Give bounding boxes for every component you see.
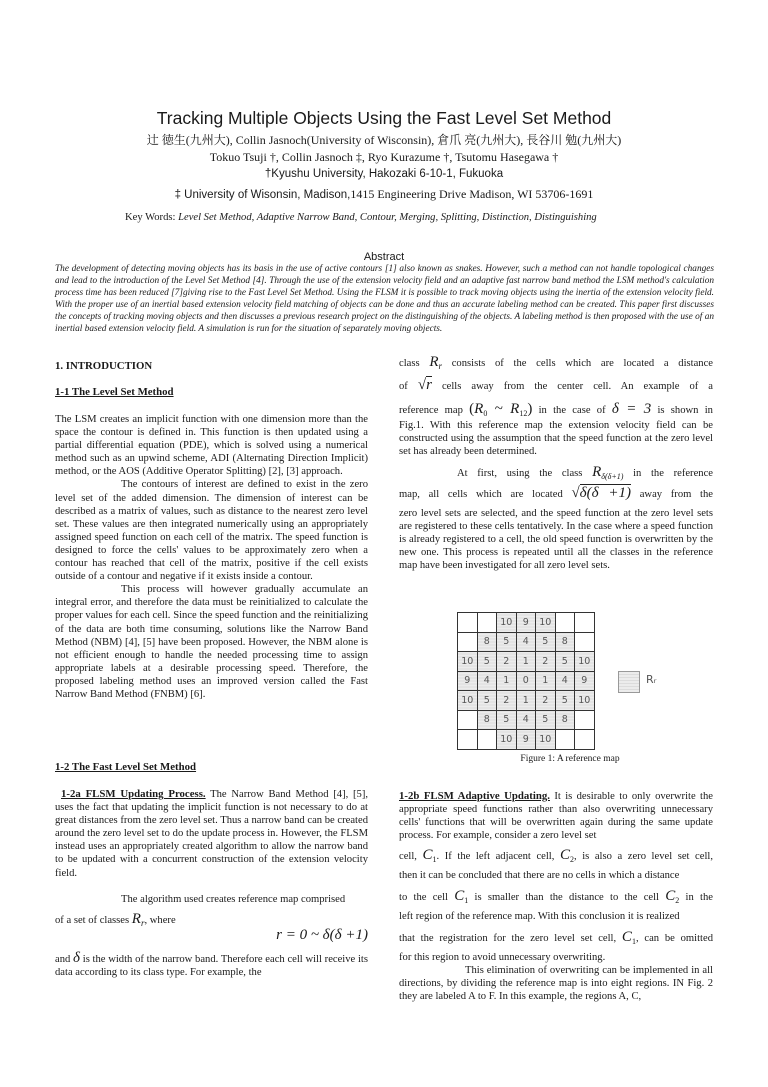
- delta-and: and: [55, 954, 74, 965]
- reference-map-grid: [457, 612, 595, 750]
- grid-cell: 10: [497, 730, 517, 750]
- grid-cell: [458, 613, 478, 633]
- grid-row: [458, 613, 595, 633]
- grid-cell: 10: [536, 730, 556, 750]
- grid-cell: 5: [555, 652, 575, 672]
- grid-cell: [555, 613, 575, 633]
- mapall-text-a: map, all cells which are located: [399, 489, 572, 500]
- grid-cell: 5: [497, 632, 517, 652]
- math-sqrt-r: r: [426, 377, 432, 393]
- paragraph-zero-level: zero level sets are selected, and the speed function at the zero level sets are registered to these cells tentatively. In the case where a speed function is already registered to a cell, the old speed function is overwritten by the new one. This process is repeated until all the classes in the reference map have been investigated for all zero level sets.: [399, 508, 713, 572]
- paragraph-fig1-ref: Fig.1. With this reference map the extension velocity field can be constructed using the assumption that the speed function at the zero level set has already been determined.: [399, 420, 713, 458]
- paragraph-lsm: The LSM creates an implicit function with one dimension more than the space the contour is defined in. This function is then updated using a partial differential equation (PDE), which is solved using a numerical method such as an upwind scheme, ADI (Alternating Direction Implicit) method, or the AOS (Additive Operator Splitting) [2], [3] approach.: [55, 414, 368, 478]
- math-R: R: [131, 911, 141, 927]
- section-introduction-heading: 1. INTRODUCTION: [55, 360, 153, 372]
- grid-cell: [458, 632, 478, 652]
- paren: (: [469, 401, 475, 417]
- text: . If the left adjacent cell,: [436, 851, 560, 862]
- grid-cell: 9: [575, 671, 595, 691]
- grid-cell: 2: [497, 691, 517, 711]
- paragraph-map-all: [399, 481, 713, 507]
- line-registration: [399, 926, 713, 953]
- math-C1: C: [454, 888, 465, 904]
- grid-cell: 4: [555, 671, 575, 691]
- grid-row: [458, 632, 595, 652]
- paragraph-updating-text: The Narrow Band Method [4], [5], uses the fact that updating the implicit function is not necessary to do at great distances from the zero level set. Thus a narrow band can be created around the zero level set to do the update process in. However, the FLSM instead uses an appropriately created algorithm to allow the narrow band to be updated with a concurrent construction of the extension velocity field.: [55, 789, 368, 879]
- text: to the cell: [399, 892, 455, 903]
- affiliation-wisconsin-b: 1415 Engineering Drive Madison, WI 53706-1691: [350, 187, 594, 201]
- keywords-label: Key Words:: [125, 212, 179, 223]
- grid-cell: 8: [555, 632, 575, 652]
- sqrt-sign: √: [571, 485, 580, 501]
- rr-text-a: class: [399, 358, 430, 369]
- sqrt-sign: √: [417, 377, 427, 393]
- grid-row: [458, 730, 595, 750]
- grid-cell: 5: [497, 710, 517, 730]
- paragraph-integral-error: This process will however gradually accumulate an integral error, and therefore the data must be reinitialized to calculate the proper values for each cell. Since the speed function and the reinitializing of the data are both time consuming, solutions like the Narrow Band Method (NBM) [4], [5] have been proposed. However, the NBM alone is not efficient enough to handle the needed processing time to assign appropriate labels at a desirable processing speed. Therefore, the proposed labeling method uses an improved version called the Fast Narrow Band Method (FNBM) [6].: [55, 584, 368, 700]
- math-sub: r: [438, 361, 442, 372]
- grid-cell: [458, 710, 478, 730]
- paren: ): [527, 401, 533, 417]
- abstract-heading: Abstract: [363, 251, 405, 263]
- sqrt-text-b: cells away from the center cell. An example of a: [431, 381, 713, 392]
- math-sub: 1: [631, 937, 636, 947]
- math-sub: δ(δ+1): [601, 472, 624, 482]
- grid-cell: 5: [536, 632, 556, 652]
- grid-cell: [458, 730, 478, 750]
- grid-cell: [575, 613, 595, 633]
- math-delta-eq: δ = 3: [611, 401, 652, 417]
- grid-cell: 1: [536, 671, 556, 691]
- refmap-text-b: in the case of: [532, 405, 612, 416]
- math-sub: r: [140, 918, 145, 929]
- grid-cell: 10: [575, 691, 595, 711]
- subsection-1-2-heading: 1-2 The Fast Level Set Method: [55, 761, 197, 773]
- text: is smaller than the distance to the cell: [468, 892, 666, 903]
- grid-row: [458, 652, 595, 672]
- text: in the: [679, 892, 713, 903]
- math-sub: 1: [464, 896, 469, 906]
- refmap-text-c: is shown in: [657, 405, 713, 416]
- math-C1: C: [422, 847, 433, 863]
- grid-cell: 5: [477, 652, 497, 672]
- keywords-list: Level Set Method, Adaptive Narrow Band, Contour, Merging, Splitting, Distinction, Distinguishing: [178, 212, 597, 223]
- grid-cell: 2: [536, 652, 556, 672]
- grid-cell: 8: [477, 710, 497, 730]
- grid-cell: 10: [458, 691, 478, 711]
- delta-text: is the width of the narrow band. Therefore each cell will receive its data according to its class type. For example, the: [55, 954, 368, 979]
- grid-cell: 5: [536, 710, 556, 730]
- grid-cell: 8: [477, 632, 497, 652]
- math-R12: R: [510, 401, 520, 417]
- math-R: R: [429, 354, 439, 370]
- text: , can be omitted: [635, 933, 713, 944]
- math-sub: 1: [432, 855, 437, 865]
- math-R0: R: [474, 401, 484, 417]
- grid-cell: 0: [516, 671, 536, 691]
- classes-where: , where: [144, 915, 176, 926]
- grid-cell: 1: [497, 671, 517, 691]
- rr-text-b: consists of the cells which are located a distance: [442, 358, 713, 369]
- grid-row: [458, 691, 595, 711]
- math-C1: C: [621, 929, 632, 945]
- math-tilde: ~: [487, 401, 511, 417]
- grid-cell: 8: [555, 710, 575, 730]
- grid-cell: 1: [516, 652, 536, 672]
- grid-cell: 1: [516, 691, 536, 711]
- paragraph-contours: The contours of interest are defined to exist in the zero level set of the added dimension. The dimension of interest can be described as a matrix of values, such as distance to the nearest zero level set. These values are then integrated numerically using an appropriately assigned speed function on each cell of the matrix. The speed function is designed to force the cells' values to be approximately zero when a contour has reached that cell of the matrix, positive if the cell exists outside of a contour and negative if it exists inside a contour.: [55, 479, 368, 583]
- grid-cell: 10: [497, 613, 517, 633]
- legend-swatch: [618, 671, 640, 693]
- equation-r: [55, 929, 368, 943]
- line-distance: [399, 885, 713, 912]
- subsection-1-2a-heading: 1-2a FLSM Updating Process.: [61, 788, 206, 800]
- paragraph-updating-process: [55, 788, 368, 880]
- atfirst-text-a: At first, using the class: [457, 468, 593, 479]
- grid-cell: 5: [477, 691, 497, 711]
- paragraph-delta: [55, 952, 368, 979]
- grid-cell: [575, 632, 595, 652]
- math-sqrt-big: δ(δ +1): [579, 485, 632, 501]
- paper-title: Tracking Multiple Objects Using the Fast Level Set Method: [156, 108, 612, 128]
- authors-japanese: 辻 徳生(九州大), Collin Jasnoch(University of Wisconsin), 倉爪 亮(九州大), 長谷川 勉(九州大): [146, 133, 622, 147]
- math-delta: δ: [73, 950, 81, 966]
- legend-label: Rᵣ: [646, 673, 657, 686]
- atfirst-text-b: in the reference: [623, 468, 713, 479]
- grid-cell: 4: [516, 710, 536, 730]
- grid-cell: [477, 730, 497, 750]
- affiliation-kyushu: †Kyushu University, Hakozaki 6-10-1, Fukuoka: [264, 168, 504, 180]
- grid-cell: 9: [516, 613, 536, 633]
- grid-cell: 2: [497, 652, 517, 672]
- affiliation-wisconsin-a: ‡ University of Wisonsin, Madison,: [174, 189, 351, 201]
- equation-text: r = 0 ~ δ(δ +1): [276, 927, 368, 943]
- authors-english: Tokuo Tsuji †, Collin Jasnoch ‡, Ryo Kurazume †, Tsutomu Hasegawa †: [209, 150, 559, 164]
- grid-cell: 4: [477, 671, 497, 691]
- grid-cell: 5: [555, 691, 575, 711]
- grid-cell: 2: [536, 691, 556, 711]
- paragraph-elimination: This elimination of overwriting can be implemented in all directions, by dividing the reference map is into eight regions. IN Fig. 2 they are labeled A to F. In this example, the regions A, C,: [399, 965, 713, 1003]
- grid-row: [458, 710, 595, 730]
- refmap-text-a: reference map: [399, 405, 470, 416]
- grid-cell: 9: [458, 671, 478, 691]
- affiliation-wisconsin: [0, 187, 768, 202]
- subsection-1-2b-heading: 1-2b FLSM Adaptive Updating.: [399, 790, 550, 802]
- grid-cell: [575, 730, 595, 750]
- grid-cell: 9: [516, 730, 536, 750]
- keywords: [125, 212, 597, 223]
- math-C2: C: [559, 847, 570, 863]
- math-sub: 0: [483, 409, 488, 419]
- grid-cell: 10: [536, 613, 556, 633]
- line-left-region: left region of the reference map. With this conclusion it is realized: [399, 911, 680, 922]
- figure-caption: Figure 1: A reference map: [520, 754, 620, 764]
- line-cell-c1: [399, 844, 713, 871]
- math-sub: 2: [675, 896, 680, 906]
- paragraph-sqrt-r: [399, 373, 713, 399]
- classes-text: of a set of classes: [55, 915, 132, 926]
- line-conclude: then it can be concluded that there are no cells in which a distance: [399, 870, 680, 881]
- text: , is also a zero level set cell,: [573, 851, 713, 862]
- sqrt-text-a: of: [399, 381, 418, 392]
- grid-cell: [555, 730, 575, 750]
- subsection-1-1-heading: 1-1 The Level Set Method: [55, 386, 174, 398]
- left-column-body: [55, 413, 368, 701]
- grid-cell: 10: [575, 652, 595, 672]
- grid-cell: [477, 613, 497, 633]
- paragraph-adaptive-updating: [399, 790, 713, 842]
- grid-row: [458, 671, 595, 691]
- grid-cell: 4: [516, 632, 536, 652]
- adaptive-text: It is desirable to only overwrite the appropriate speed functions rather than also overwriting unnecessary cells' functions that will be overwritten again during the same update process. For example, consider a zero level set: [399, 791, 713, 842]
- text: cell,: [399, 851, 423, 862]
- text: that the registration for the zero level set cell,: [399, 933, 622, 944]
- grid-cell: [575, 710, 595, 730]
- mapall-text-b: away from the: [631, 489, 713, 500]
- grid-cell: 10: [458, 652, 478, 672]
- line-avoid: for this region to avoid unnecessary overwriting.: [399, 952, 606, 963]
- math-sub: 12: [519, 409, 528, 419]
- abstract-text: The development of detecting moving objects has its basis in the use of active contours [1] also known as snakes. However, such a method can not handle topological changes and lead to the introduction of the Level Set Method [4]. Through the use of the extension velocity field and an adaptive fast narrow band method the LSM method's calculation process time has been reduced [7]giving rise to the Fast Level Set Method. Using the FLSM it is possible to track moving objects using the inertia of the extension velocity field. With the proper use of an inertial based extension velocity field matching of objects can be done and thus an accurate labeling method can be created. This paper first discusses the concepts of tracking moving objects and then discusses a previous research project on the distinguishing of the objects. A labeling method is then proposed with the use of an inertial based extension velocity field. A simulation is run for the situation of separately moving objects.: [55, 264, 714, 334]
- paragraph-algorithm: The algorithm used creates reference map comprised: [121, 894, 346, 905]
- math-C2: C: [665, 888, 676, 904]
- math-sub: 2: [569, 855, 574, 865]
- math-R: R: [592, 464, 602, 480]
